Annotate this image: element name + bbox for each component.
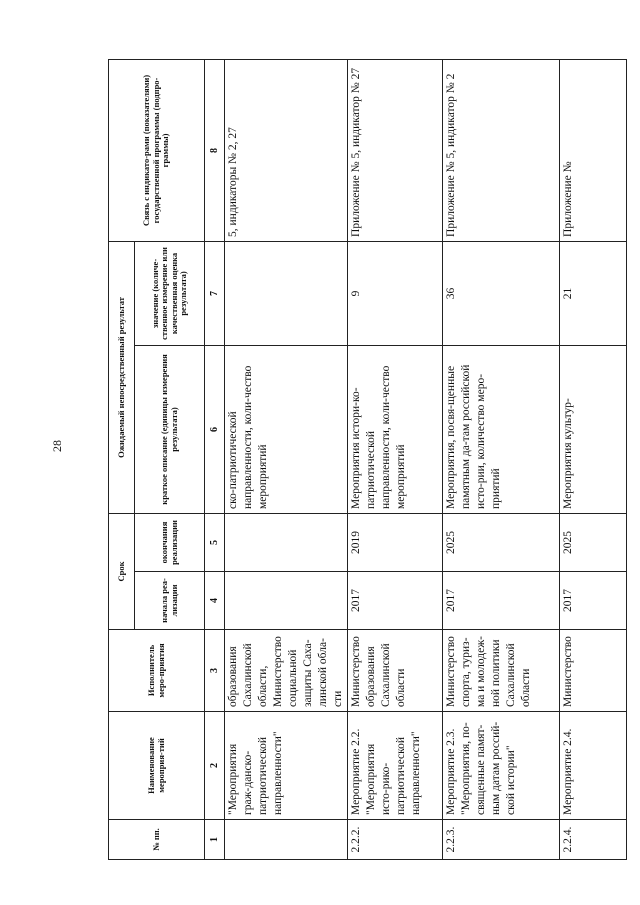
column-index: 5 [205,513,225,571]
cell-start [225,572,348,630]
cell-num: 2.2.4. [560,820,627,860]
cell-start: 2017 [348,572,443,630]
column-index: 1 [205,820,225,860]
column-index: 6 [205,345,225,513]
header-num: № пп. [109,820,205,860]
cell-executor: Министерство спорта, туриз-ма и молодеж-ной политики Сахалинской области [443,630,560,712]
cell-desc: Мероприятия, посвя-щенные памятным да-там российской исто-рии, количество меро-приятий [443,345,560,513]
cell-value: 36 [443,241,560,345]
cell-name: "Мероприятия граж-данско-патриотической направленности" [225,712,348,820]
cell-executor: Министерство [560,630,627,712]
header-result: Ожидаемый непосредственный результат [109,241,135,513]
column-index: 4 [205,572,225,630]
column-index-row [205,59,225,859]
cell-link: Приложение № [560,59,627,241]
header-term: Срок [109,513,135,629]
cell-name: Мероприятие 2.3. "Мероприятия, по-священные памят-ным датам россий-ской истории" [443,712,560,820]
column-index: 2 [205,712,225,820]
cell-desc: Мероприятия культур- [560,345,627,513]
cell-end: 2025 [443,513,560,571]
table-row [348,59,443,859]
table-row [225,59,348,859]
cell-value [225,241,348,345]
header-link: Связь с индикато-рами (показателями) государственной программы (подпро-граммы) [109,59,205,241]
table-row [443,59,560,859]
header-value: значение (количе-ственное измерение или качественная оценка результата) [135,241,205,345]
column-index: 7 [205,241,225,345]
cell-end: 2019 [348,513,443,571]
cell-num [225,820,348,860]
cell-end [225,513,348,571]
column-index: 3 [205,630,225,712]
cell-name: Мероприятие 2.4. [560,712,627,820]
header-start: начала реа-лизации [135,572,205,630]
rotated-table-wrapper [108,60,618,860]
cell-value: 21 [560,241,627,345]
cell-value: 9 [348,241,443,345]
cell-desc: ско-патриотической направленности, коли-чество мероприятий [225,345,348,513]
cell-name: Мероприятие 2.2. "Мероприятия исто-рико-патриотической направленности" [348,712,443,820]
cell-start: 2017 [443,572,560,630]
cell-link: Приложение № 5, индикатор № 27 [348,59,443,241]
column-index: 8 [205,59,225,241]
table-row [560,59,627,859]
cell-num: 2.2.2. [348,820,443,860]
activities-table [108,59,627,860]
cell-desc: Мероприятия истори-ко-патриотической направленности, коли-чество мероприятий [348,345,443,513]
cell-link: Приложение № 5, индикатор № 2 [443,59,560,241]
header-desc: краткое описание (единицы измерения результата) [135,345,205,513]
cell-end: 2025 [560,513,627,571]
cell-num: 2.2.3. [443,820,560,860]
header-end: окончания реализации [135,513,205,571]
header-executor: Исполнитель меро-приятия [109,630,205,712]
cell-executor: образования Сахалинской области, Министерство социальной защиты Саха-линской обла-сти [225,630,348,712]
header-name: Наименование мероприя-тий [109,712,205,820]
cell-start: 2017 [560,572,627,630]
cell-executor: Министерство образования Сахалинской области [348,630,443,712]
header-row-main [109,59,135,859]
page-number: 28 [50,440,64,452]
cell-link: 5, индикаторы № 2, 27 [225,59,348,241]
